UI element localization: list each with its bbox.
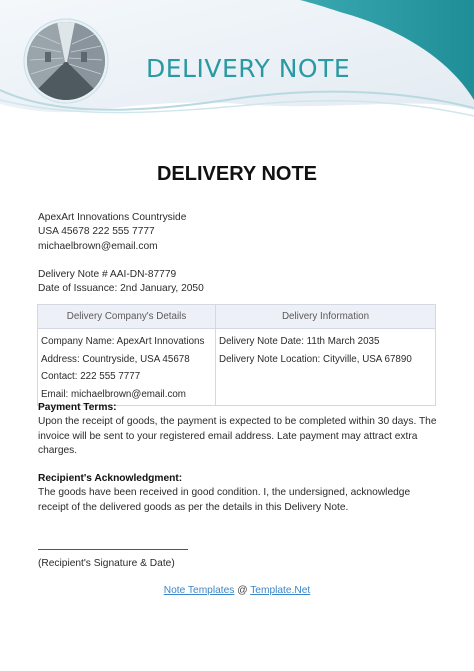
note-templates-link[interactable]: Note Templates — [163, 585, 235, 596]
delivery-note-number: Delivery Note # AAI-DN-87779 — [38, 269, 177, 280]
delivery-info-table — [37, 304, 436, 406]
company-email: Email: michaelbrown@email.com — [41, 388, 186, 400]
company-address: Address: Countryside, USA 45678 — [41, 353, 190, 365]
sender-address-block — [38, 211, 186, 254]
table-header-company: Delivery Company's Details — [38, 305, 216, 329]
signature-label: (Recipient's Signature & Date) — [38, 558, 175, 569]
delivery-note-location: Delivery Note Location: Cityville, USA 67890 — [219, 353, 412, 365]
signature-line — [38, 549, 188, 550]
sender-location-phone: USA 45678 222 555 7777 — [38, 226, 155, 238]
building-photo-logo — [27, 22, 105, 100]
footer — [0, 585, 474, 596]
acknowledgment-text: The goods have been received in good condition. I, the undersigned, acknowledge receipt of the delivered goods as per the details in this Delivery Note. — [38, 487, 411, 513]
footer-separator: @ — [234, 585, 251, 596]
sender-email: michaelbrown@email.com — [38, 240, 158, 252]
table-header-information: Delivery Information — [216, 305, 436, 329]
company-contact: Contact: 222 555 7777 — [41, 371, 141, 382]
payment-terms-section — [38, 401, 438, 459]
acknowledgment-section — [38, 472, 438, 515]
delivery-information-cell — [216, 329, 436, 406]
company-details-cell — [38, 329, 216, 406]
header-banner — [0, 0, 474, 120]
template-net-link[interactable]: Template.Net — [250, 585, 311, 596]
sender-company: ApexArt Innovations Countryside — [38, 212, 187, 223]
delivery-note-date: Delivery Note Date: 11th March 2035 — [219, 336, 380, 347]
page-title: DELIVERY NOTE — [156, 163, 318, 185]
banner-title: DELIVERY NOTE — [146, 54, 351, 83]
payment-terms-heading: Payment Terms: — [38, 402, 117, 413]
acknowledgment-heading: Recipient's Acknowledgment: — [38, 473, 183, 484]
issuance-date: Date of Issuance: 2nd January, 2050 — [38, 283, 204, 295]
payment-terms-text: Upon the receipt of goods, the payment is expected to be completed within 30 days. The invoice will be sent to your registered email address. Late payment may attract extra charges. — [38, 416, 437, 457]
company-name: Company Name: ApexArt Innovations — [41, 336, 205, 347]
reference-block — [38, 268, 204, 297]
